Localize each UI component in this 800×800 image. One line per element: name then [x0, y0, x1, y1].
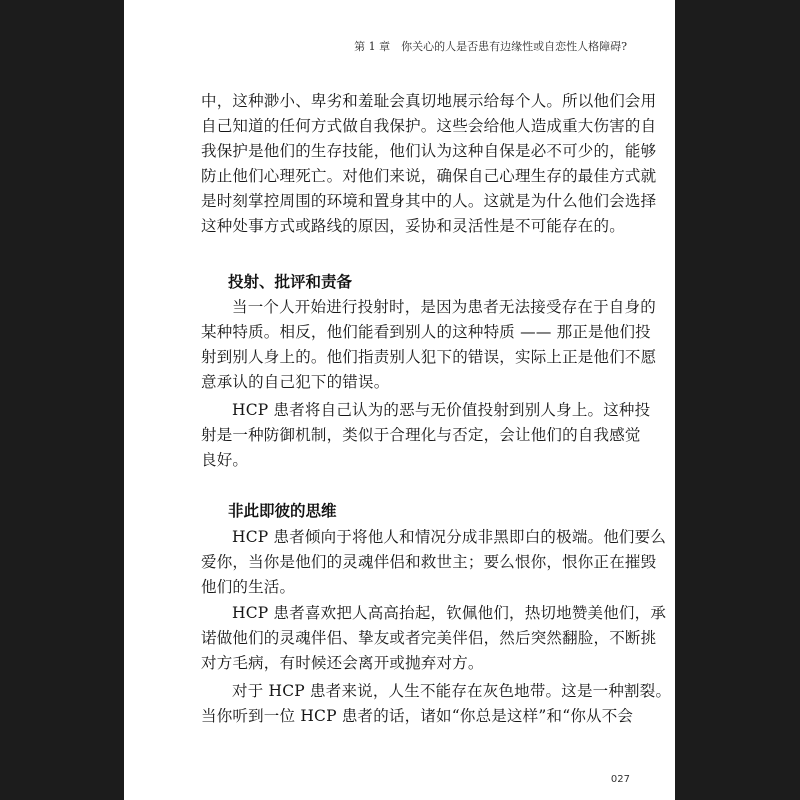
text-line: 这种处事方式或路线的原因，妥协和灵活性是不可能存在的。 [201, 217, 625, 235]
text-line: 我保护是他们的生存技能，他们认为这种自保是必不可少的，能够 [201, 142, 657, 160]
text-line: 射到别人身上的。他们指责别人犯下的错误，实际上正是他们不愿 [201, 348, 657, 366]
text-line: HCP 患者喜欢把人高高抬起，钦佩他们，热切地赞美他们，承 [232, 604, 667, 622]
text-line: HCP 患者将自己认为的恶与无价值投射到别人身上。这种投 [232, 401, 651, 419]
text-line: 中，这种渺小、卑劣和羞耻会真切地展示给每个人。所以他们会用 [201, 92, 657, 110]
text-line: 诺做他们的灵魂伴侣、挚友或者完美伴侣，然后突然翻脸，不断挑 [201, 629, 657, 647]
text-line: 对于 HCP 患者来说，人生不能存在灰色地带。这是一种割裂。 [232, 682, 672, 700]
text-line: 某种特质。相反，他们能看到别人的这种特质 —— 那正是他们投 [201, 323, 651, 341]
text-line: 当一个人开始进行投射时，是因为患者无法接受存在于自身的 [232, 298, 656, 316]
paragraph-continued [201, 89, 657, 239]
text-line: 对方毛病，有时候还会离开或抛弃对方。 [201, 654, 484, 672]
book-page [124, 0, 675, 800]
section-heading-projection: 投射、批评和责备 [228, 273, 353, 291]
page-number: 027 [610, 774, 630, 785]
paragraph-splitting-c [201, 679, 672, 729]
text-line: 是时刻掌控周围的环境和置身其中的人。这就是为什么他们会选择 [201, 192, 657, 210]
section-heading-splitting: 非此即彼的思维 [228, 502, 337, 520]
paragraph-projection-a [201, 295, 657, 395]
text-line: 他们的生活。 [201, 578, 296, 596]
text-line: 射是一种防御机制，类似于合理化与否定，会让他们的自我感觉 [201, 426, 641, 444]
text-line: 爱你，当你是他们的灵魂伴侣和救世主；要么恨你，恨你正在摧毁 [201, 553, 657, 571]
text-line: HCP 患者倾向于将他人和情况分成非黑即白的极端。他们要么 [232, 528, 667, 546]
paragraph-splitting-a [201, 525, 667, 600]
text-line: 良好。 [201, 451, 249, 469]
paragraph-projection-b [201, 398, 651, 473]
text-line: 防止他们心理死亡。对他们来说，确保自己心理生存的最佳方式就 [201, 167, 657, 185]
running-head: 第 1 章 你关心的人是否患有边缘性或自恋性人格障碍? [354, 40, 627, 53]
text-line: 自己知道的任何方式做自我保护。这些会给他人造成重大伤害的自 [201, 117, 657, 135]
paragraph-splitting-b [201, 601, 667, 676]
text-line: 当你听到一位 HCP 患者的话，诸如“你总是这样”和“你从不会 [201, 707, 634, 725]
text-line: 意承认的自己犯下的错误。 [201, 373, 390, 391]
